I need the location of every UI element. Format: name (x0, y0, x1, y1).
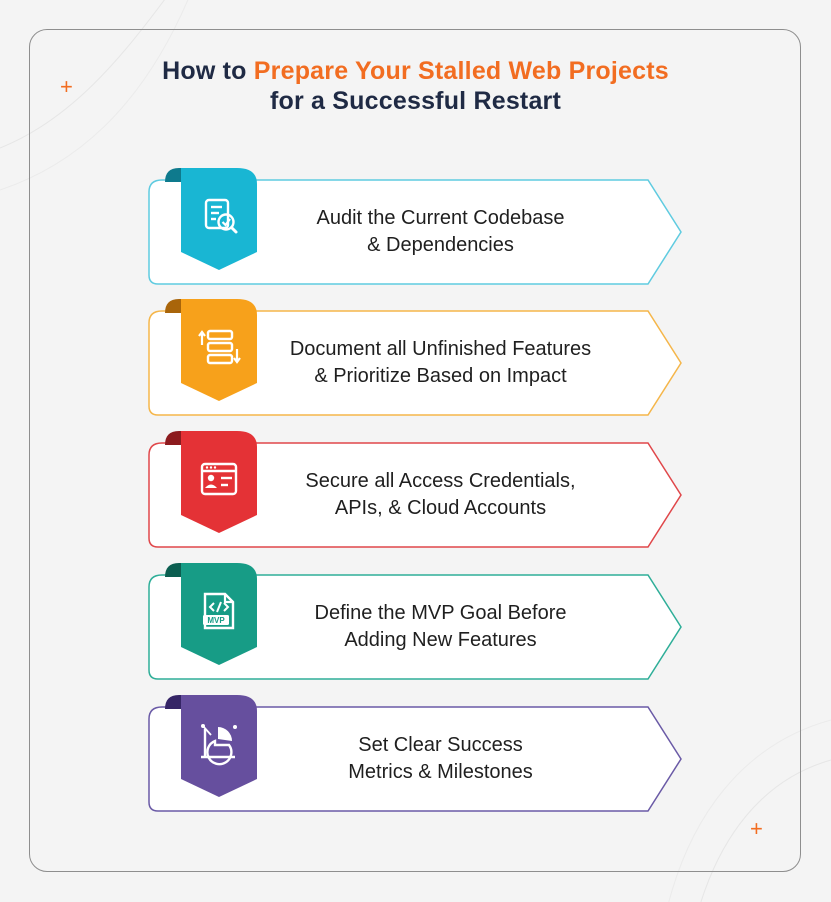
step-badge (163, 168, 259, 272)
step-line2: & Prioritize Based on Impact (314, 365, 567, 387)
mvp-label: MVP (207, 616, 225, 625)
sparkle-icon: + (60, 74, 73, 99)
page-title (0, 56, 831, 116)
step-text (268, 180, 613, 284)
sparkle-icon: + (750, 816, 763, 841)
title-line2: for a Successful Restart (269, 87, 562, 115)
step-text (268, 575, 613, 679)
step-line1: Document all Unfinished Features (289, 338, 592, 360)
step-card (148, 168, 683, 286)
step-line2: & Dependencies (367, 234, 514, 256)
step-card (148, 431, 683, 549)
step-card (148, 299, 683, 417)
step-badge (163, 431, 259, 535)
step-line2: Metrics & Milestones (348, 761, 533, 783)
step-line2: Adding New Features (344, 629, 537, 651)
step-text (268, 311, 613, 415)
step-card (148, 563, 683, 681)
title-prefix: How to (162, 57, 254, 85)
step-badge (163, 695, 259, 799)
step-line1: Define the MVP Goal Before (314, 602, 567, 624)
step-badge (163, 563, 259, 667)
step-text (268, 707, 613, 811)
step-line1: Secure all Access Credentials, (305, 470, 576, 492)
step-card (148, 695, 683, 813)
step-text (268, 443, 613, 547)
step-badge (163, 299, 259, 403)
step-line1: Audit the Current Codebase (316, 207, 565, 229)
step-line1: Set Clear Success (358, 734, 523, 756)
step-line2: APIs, & Cloud Accounts (334, 497, 547, 519)
title-highlight: Prepare Your Stalled Web Projects (253, 57, 669, 85)
